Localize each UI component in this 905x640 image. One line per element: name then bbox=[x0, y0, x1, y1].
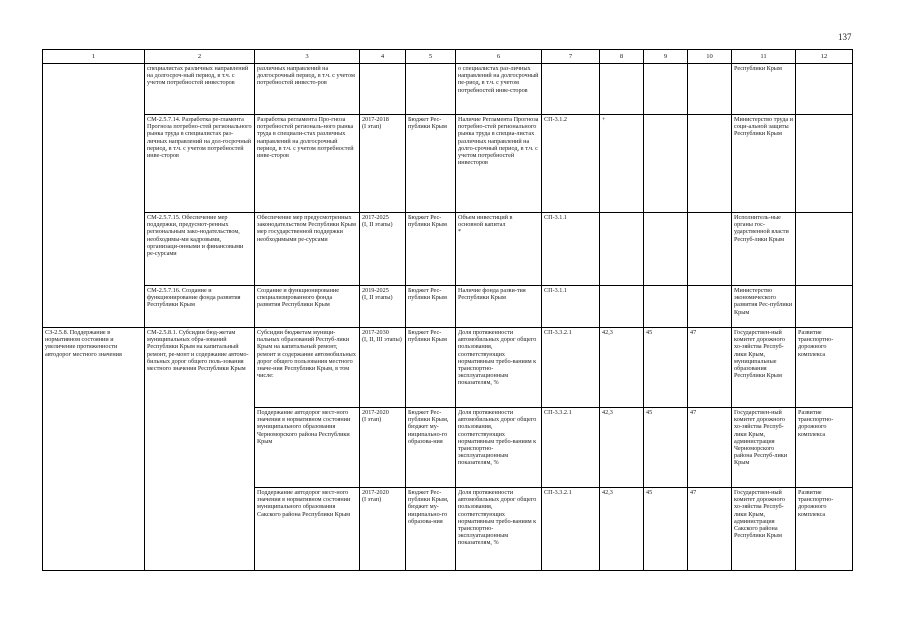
table-row bbox=[43, 115, 853, 213]
indicator-cell: о специалистах раз-личных направлений на долгосрочный пе-риод, в т.ч. с учетом потребностей инве-сторов bbox=[456, 64, 542, 115]
value-cell bbox=[644, 213, 688, 286]
funding-cell: Бюджет Рес-публики Крым bbox=[406, 286, 456, 328]
activity-cell: Поддержание автодорог мест-ного значения в нормативном состоянии муниципального образования Сакского района Республики Крым bbox=[255, 488, 360, 571]
program-cell: Развитие транспортно-дорожного комплекса bbox=[796, 408, 853, 488]
period-cell: 2017-2020 (I этап) bbox=[360, 488, 406, 571]
executor-cell: Государствен-ный комитет дорожного хо-зяйства Респуб-лики Крым, муниципальные образования Республики Крым bbox=[732, 328, 796, 408]
value-cell: 45 bbox=[644, 488, 688, 571]
executor-cell: Государствен-ный комитет дорожного хо-зяйства Респуб-лики Крым, администрация Черноморского района Респуб-лики Крым bbox=[732, 408, 796, 488]
period-cell: 2019-2025 (I, II этапы) bbox=[360, 286, 406, 328]
value-cell bbox=[600, 286, 644, 328]
value-cell: 47 bbox=[688, 488, 732, 571]
value-cell: 42,3 bbox=[600, 328, 644, 408]
code-cell: СП-3.1.1 bbox=[542, 213, 600, 286]
column-number: 12 bbox=[796, 50, 853, 64]
table-row bbox=[43, 213, 853, 286]
program-cell bbox=[796, 64, 853, 115]
program-cell bbox=[796, 115, 853, 213]
measure-cell: СМ-2.5.7.14. Разработка ре-гламента Прогноза потребно-стей регионального рынка труда в специалистах раз-личных направлений на дол-госрочный период, в т.ч. с учетом потребностей инве-сторов bbox=[145, 115, 255, 213]
measure-cell: СМ-2.5.7.16. Создание и функционирование фонда развития Республики Крым bbox=[145, 286, 255, 328]
value-cell: 47 bbox=[688, 328, 732, 408]
activity-cell: Обеспечение мер предусмотренных законодательством Республики Крым мер государственной поддержки необходимыми ре-сурсами bbox=[255, 213, 360, 286]
measure-cell: СМ-2.5.7.15. Обеспечение мер поддержки, предусмот-ренных региональным зако-нодательством, необходимы-ми кадровыми, организаци-онными и финансовыми ре-сурсами bbox=[145, 213, 255, 286]
executor-cell: Государствен-ный комитет дорожного хо-зяйства Респуб-лики Крым, администрация Сакского района Республики Крым bbox=[732, 488, 796, 571]
value-cell bbox=[600, 213, 644, 286]
measure-cell: специалистах различных направлений на долгосроч-ный период, в т.ч. с учетом потребностей инвесторов bbox=[145, 64, 255, 115]
activity-cell: Субсидии бюджетам муници-пальных образований Респуб-лики Крым на капитальный ремонт, ремонт и содержание автомобильных дорог общего пользования местного значе-ния Республики Крым, в том числе: bbox=[255, 328, 360, 408]
code-cell: СП-3.3.2.1 bbox=[542, 408, 600, 488]
value-cell bbox=[600, 64, 644, 115]
column-number: 7 bbox=[542, 50, 600, 64]
page-number: 137 bbox=[838, 32, 852, 42]
value-cell: 45 bbox=[644, 328, 688, 408]
column-number: 5 bbox=[406, 50, 456, 64]
indicator-cell: Доля протяженности автомобильных дорог общего пользования, соответствующих нормативным требо-ваниям к транспортно-эксплуатационным показателям, % bbox=[456, 328, 542, 408]
period-cell: 2017-2020 (I этап) bbox=[360, 408, 406, 488]
funding-cell: Бюджет Рес-публики Крым bbox=[406, 328, 456, 408]
value-cell: 47 bbox=[688, 408, 732, 488]
activity-cell: Создание и функционирование специализированного фонда развития Республики Крым bbox=[255, 286, 360, 328]
funding-cell bbox=[406, 64, 456, 115]
table-row bbox=[43, 328, 853, 408]
program-cell bbox=[796, 213, 853, 286]
column-number-row bbox=[43, 50, 853, 64]
value-cell bbox=[644, 64, 688, 115]
funding-cell: Бюджет Рес-публики Крым, бюджет му-ниципально-го образова-ния bbox=[406, 408, 456, 488]
goal-cell: СЗ-2.5.8. Поддержание в нормативном состоянии и увеличение протяженности автодорог местного значения bbox=[43, 328, 145, 571]
period-cell: 2017-2030 (I, II, III этапы) bbox=[360, 328, 406, 408]
column-number: 2 bbox=[145, 50, 255, 64]
program-cell: Развитие транспортно-дорожного комплекса bbox=[796, 328, 853, 408]
value-cell bbox=[644, 115, 688, 213]
column-number: 4 bbox=[360, 50, 406, 64]
strategy-table bbox=[42, 49, 853, 571]
column-number: 8 bbox=[600, 50, 644, 64]
column-number: 11 bbox=[732, 50, 796, 64]
indicator-cell: Наличие Регламента Прогноза потребно-стей регионального рынка труда в специа-листах различных направлений на долго-срочный период, в т.ч. с учетом потребностей инвесторов bbox=[456, 115, 542, 213]
value-cell bbox=[644, 286, 688, 328]
funding-cell: Бюджет Рес-публики Крым bbox=[406, 115, 456, 213]
funding-cell: Бюджет Рес-публики Крым bbox=[406, 213, 456, 286]
activity-cell: Разработка регламента Про-гноза потребностей региональ-ного рынка труда в специали-стах различных направлений на долгосрочный период, в т.ч. с учетом потребностей инве-сторов bbox=[255, 115, 360, 213]
column-number: 3 bbox=[255, 50, 360, 64]
value-cell: 42,3 bbox=[600, 408, 644, 488]
column-number: 6 bbox=[456, 50, 542, 64]
indicator-cell: Объем инвестиций в основной капитал * bbox=[456, 213, 542, 286]
program-cell: Развитие транспортно-дорожного комплекса bbox=[796, 488, 853, 571]
activity-cell: Поддержание автодорог мест-ного значения в нормативном состоянии муниципального образования Черноморского района Республики Крым bbox=[255, 408, 360, 488]
indicator-cell: Доля протяженности автомобильных дорог общего пользования, соответствующих нормативным требо-ваниям к транспортно-эксплуатационным показателям, % bbox=[456, 488, 542, 571]
period-cell: 2017-2025 (I, II этапы) bbox=[360, 213, 406, 286]
measure-cell: СМ-2.5.8.1. Субсидии бюд-жетам муниципальных обра-зований Республики Крым на капитальный ремонт, ре-монт и содержание автомо-бильных дорог общего поль-зования местного значения Республики Крым bbox=[145, 328, 255, 571]
code-cell: СП-3.1.2 bbox=[542, 115, 600, 213]
code-cell: СП-3.3.2.1 bbox=[542, 328, 600, 408]
code-cell: СП-3.3.2.1 bbox=[542, 488, 600, 571]
code-cell bbox=[542, 64, 600, 115]
table-row bbox=[43, 286, 853, 328]
value-cell bbox=[688, 64, 732, 115]
funding-cell: Бюджет Рес-публики Крым, бюджет му-ниципально-го образова-ния bbox=[406, 488, 456, 571]
activity-cell: различных направлений на долгосрочный период, в т.ч. с учетом потребностей инвесто-ров bbox=[255, 64, 360, 115]
executor-cell: Исполнитель-ные органы гос-ударственной власти Респуб-лики Крым bbox=[732, 213, 796, 286]
value-cell: + bbox=[600, 115, 644, 213]
value-cell bbox=[688, 115, 732, 213]
column-number: 1 bbox=[43, 50, 145, 64]
executor-cell: Министерство экономического развития Рес-публики Крым bbox=[732, 286, 796, 328]
value-cell bbox=[688, 213, 732, 286]
executor-cell: Министерство труда и соци-альной защиты Республики Крым bbox=[732, 115, 796, 213]
indicator-cell: Наличие фонда разви-тия Республики Крым bbox=[456, 286, 542, 328]
code-cell: СП-3.1.1 bbox=[542, 286, 600, 328]
period-cell: 2017-2018 (I этап) bbox=[360, 115, 406, 213]
indicator-cell: Доля протяженности автомобильных дорог общего пользования, соответствующих нормативным требо-ваниям к транспортно-эксплуатационным показателям, % bbox=[456, 408, 542, 488]
program-cell bbox=[796, 286, 853, 328]
value-cell: 42,3 bbox=[600, 488, 644, 571]
value-cell bbox=[688, 286, 732, 328]
period-cell bbox=[360, 64, 406, 115]
table-row bbox=[43, 64, 853, 115]
goal-cell bbox=[43, 64, 145, 328]
column-number: 10 bbox=[688, 50, 732, 64]
column-number: 9 bbox=[644, 50, 688, 64]
value-cell: 45 bbox=[644, 408, 688, 488]
executor-cell: Республики Крым bbox=[732, 64, 796, 115]
